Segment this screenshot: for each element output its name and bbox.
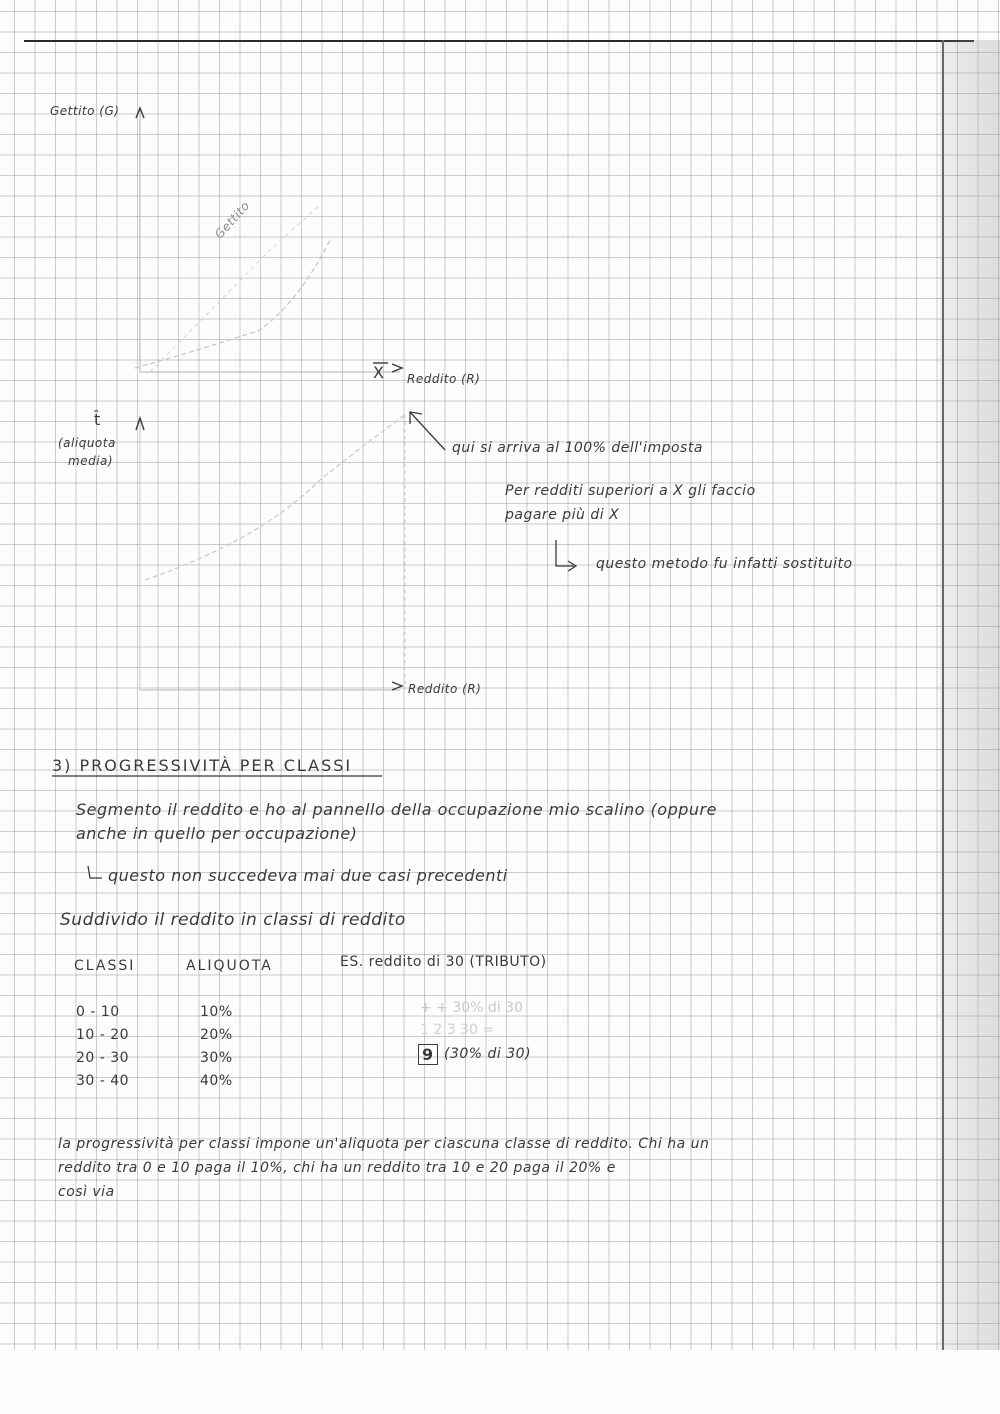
xbar-symbol: X	[373, 363, 385, 382]
section-paragraph-1b: anche in quello per occupazione)	[76, 824, 358, 843]
note-line-3: pagare più di X	[505, 507, 620, 523]
sostituito-hook-arrow	[556, 540, 574, 566]
table-row-2-classe: 10 - 20	[76, 1027, 130, 1043]
faint-calc-1: + + 30% di 30	[420, 1000, 523, 1016]
graph1-secondary-line	[150, 205, 320, 372]
conclusion-line-3: così via	[58, 1184, 115, 1200]
note-line-1: qui si arriva al 100% dell'imposta	[452, 440, 703, 456]
page-bottom-margin	[0, 1350, 1000, 1414]
table-row-1-classe: 0 - 10	[76, 1004, 120, 1020]
table-header-aliquota: ALIQUOTA	[186, 958, 273, 974]
graph2-x-label: Reddito (R)	[408, 682, 482, 696]
graph1-curve-label: Gettito	[212, 198, 253, 242]
result-note: (30% di 30)	[444, 1046, 532, 1062]
table-header-classi: CLASSI	[74, 958, 136, 974]
table-row-1-aliquota: 10%	[200, 1004, 233, 1020]
conclusion-line-1: la progressività per classi impone un'aliquota per ciascuna classe di reddito. Chi ha un	[58, 1136, 710, 1152]
table-row-4-classe: 30 - 40	[76, 1073, 130, 1089]
table-row-2-aliquota: 20%	[200, 1027, 233, 1043]
table-row-3-aliquota: 30%	[200, 1050, 233, 1066]
section-title: 3) PROGRESSIVITÀ PER CLASSI	[52, 756, 353, 775]
graph1-y-label: Gettito (G)	[50, 104, 120, 118]
p2-arrow	[88, 866, 102, 878]
graph2-y-label-1: (aliquota	[58, 436, 116, 450]
faint-calc-2: 1 2 3 30 =	[420, 1022, 495, 1038]
graph2-y-symbol: t̂	[94, 410, 101, 429]
table-row-4-aliquota: 40%	[200, 1073, 233, 1089]
graph2-y-label-2: media)	[68, 454, 114, 468]
conclusion-line-2: reddito tra 0 e 10 paga il 10%, chi ha un reddito tra 10 e 20 paga il 20% e	[58, 1160, 616, 1176]
section-paragraph-2: questo non succedeva mai due casi precedenti	[108, 866, 508, 885]
section-paragraph-1a: Segmento il reddito e ho al pannello della occupazione mio scalino (oppure	[76, 800, 717, 819]
note-line-4: questo metodo fu infatti sostituito	[596, 556, 853, 572]
table-row-3-classe: 20 - 30	[76, 1050, 130, 1066]
graph2-curve	[145, 415, 405, 580]
note-pointer-line	[410, 412, 445, 450]
graph1-x-arrow	[392, 364, 402, 372]
section-paragraph-3: Suddivido il reddito in classi di reddito	[60, 910, 406, 930]
graph1-curve	[135, 240, 330, 368]
graph2-x-arrow	[392, 682, 402, 690]
result-value-box: 9	[418, 1044, 438, 1065]
graph1-x-label: Reddito (R)	[407, 372, 481, 386]
note-line-2: Per redditi superiori a X gli faccio	[505, 483, 756, 499]
table-example-label: ES. reddito di 30 (TRIBUTO)	[340, 954, 547, 970]
